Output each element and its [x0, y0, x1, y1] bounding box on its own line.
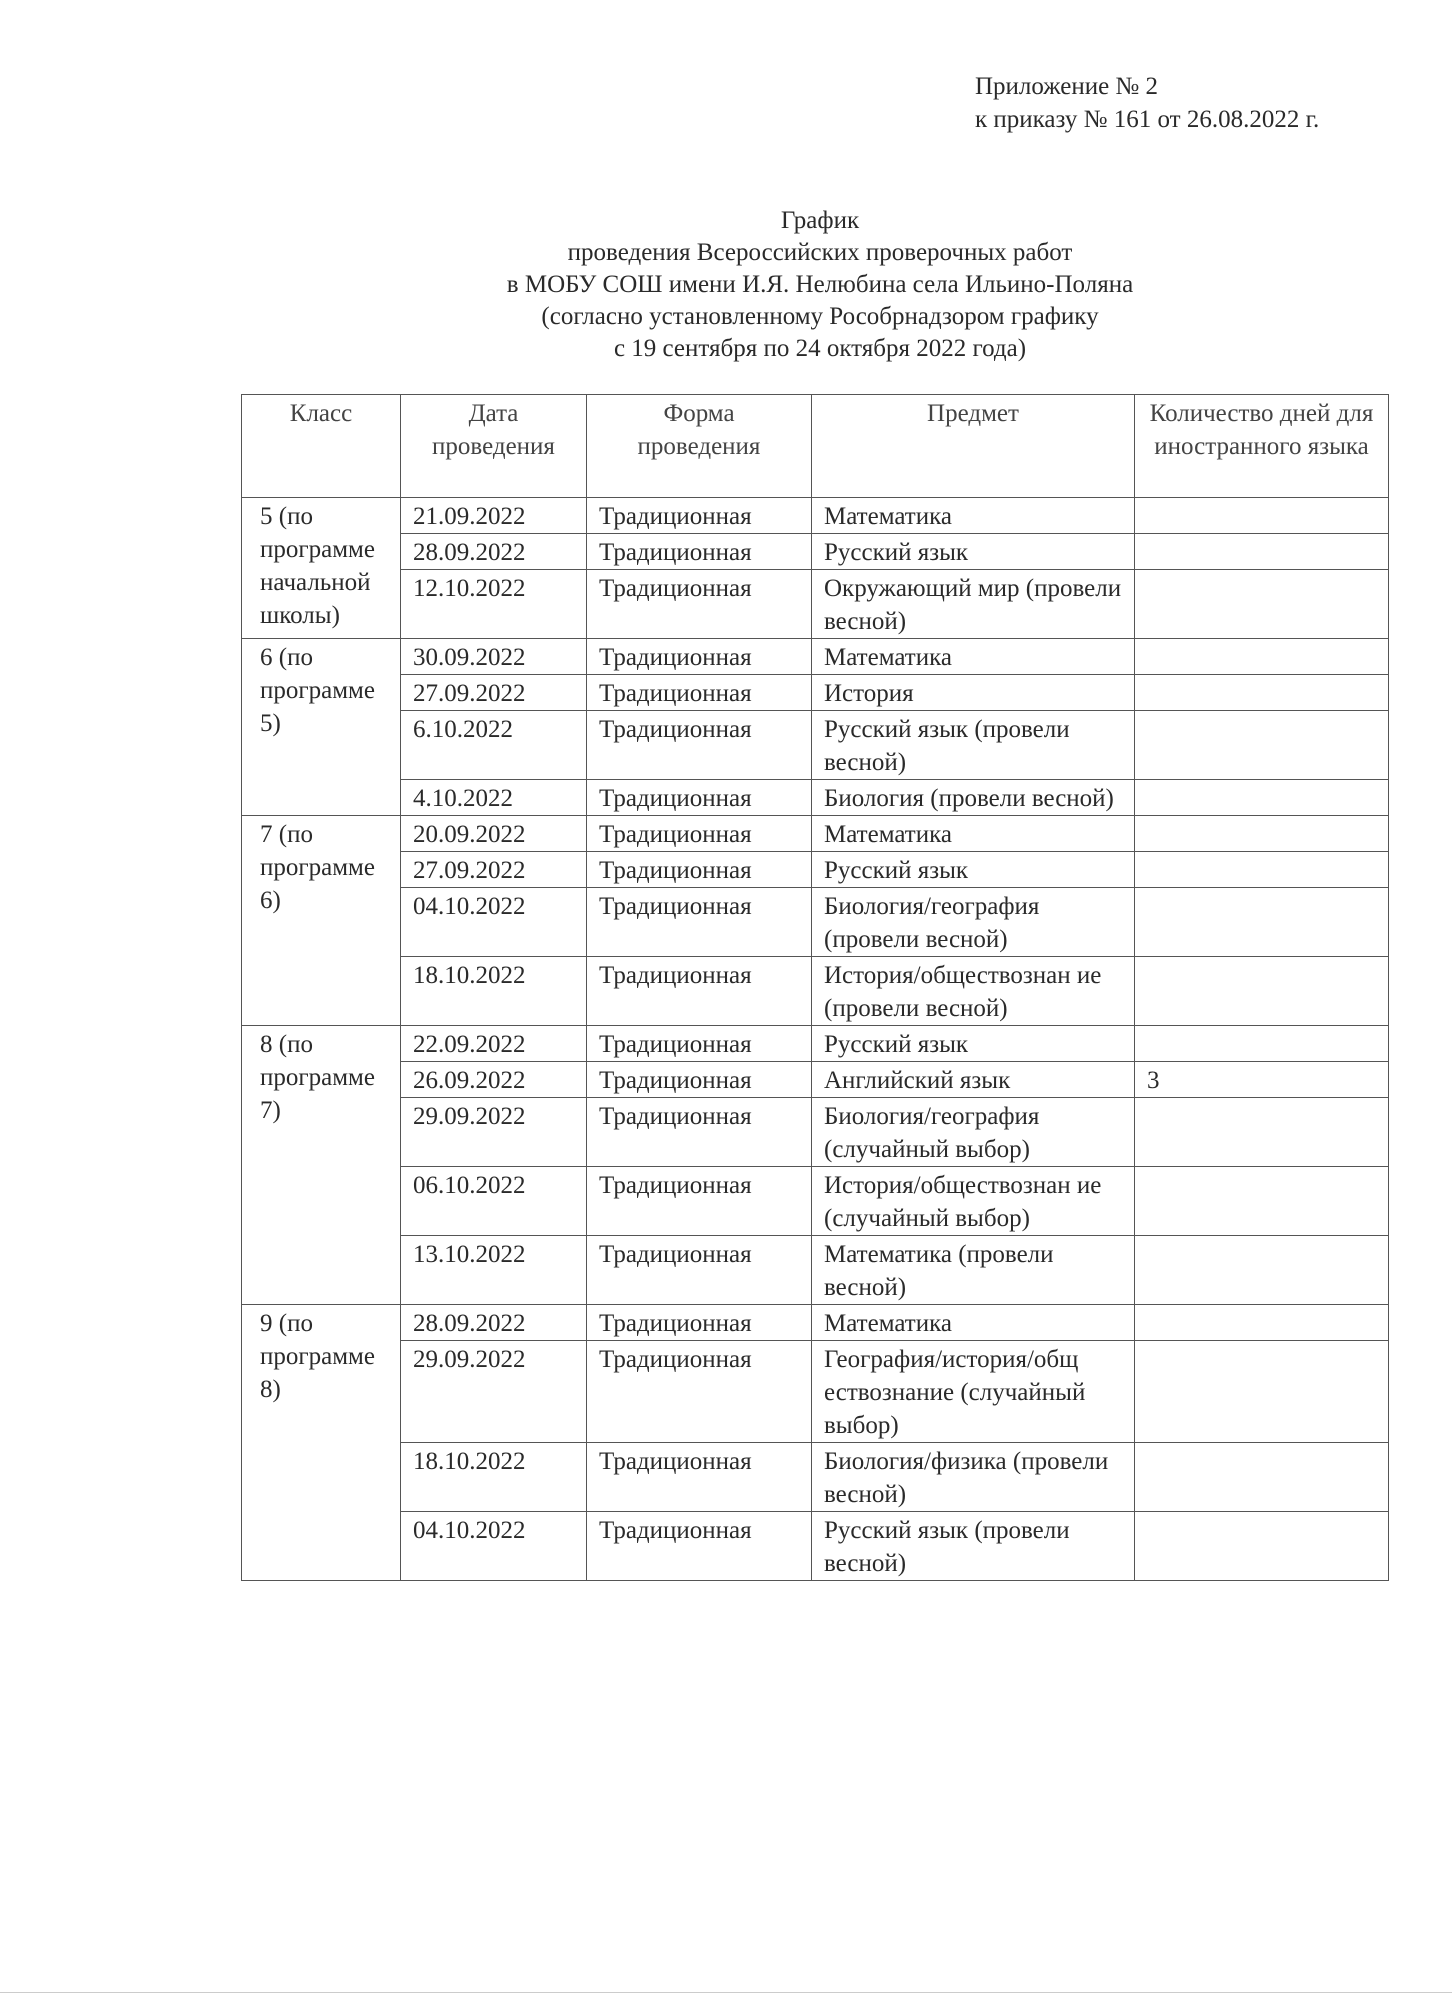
days-cell: [1135, 1305, 1389, 1341]
title-line: в МОБУ СОШ имени И.Я. Нелюбина села Ильино-Поляна: [506, 271, 1134, 298]
date-cell: 4.10.2022: [401, 780, 587, 816]
table-row: [242, 570, 1389, 639]
date-cell: 27.09.2022: [401, 852, 587, 888]
date-cell: 06.10.2022: [401, 1167, 587, 1236]
form-cell: Традиционная: [587, 711, 812, 780]
table-row: [242, 1443, 1389, 1512]
date-cell: 28.09.2022: [401, 534, 587, 570]
date-cell: 13.10.2022: [401, 1236, 587, 1305]
table-row: [242, 639, 1389, 675]
days-cell: [1135, 780, 1389, 816]
table-header-row: [242, 395, 1389, 498]
days-cell: [1135, 1443, 1389, 1512]
form-cell: Традиционная: [587, 816, 812, 852]
table-row: [242, 1305, 1389, 1341]
table-row: [242, 675, 1389, 711]
date-cell: 18.10.2022: [401, 957, 587, 1026]
form-cell: Традиционная: [587, 1443, 812, 1512]
column-header: Количество дней для иностранного языка: [1135, 395, 1389, 498]
subject-cell: Математика: [812, 1305, 1135, 1341]
subject-cell: Математика (провели весной): [812, 1236, 1135, 1305]
table-row: [242, 888, 1389, 957]
days-cell: [1135, 1098, 1389, 1167]
subject-cell: История/обществознан ие (провели весной): [812, 957, 1135, 1026]
class-cell: 6 (по программе 5): [242, 639, 401, 816]
form-cell: Традиционная: [587, 498, 812, 534]
subject-cell: Русский язык: [812, 852, 1135, 888]
column-header: Форма проведения: [587, 395, 812, 498]
form-cell: Традиционная: [587, 888, 812, 957]
table-row: [242, 1098, 1389, 1167]
days-cell: [1135, 957, 1389, 1026]
form-cell: Традиционная: [587, 1512, 812, 1581]
subject-cell: Биология/география (случайный выбор): [812, 1098, 1135, 1167]
date-cell: 28.09.2022: [401, 1305, 587, 1341]
date-cell: 21.09.2022: [401, 498, 587, 534]
days-cell: [1135, 1341, 1389, 1443]
days-cell: [1135, 570, 1389, 639]
days-cell: [1135, 1236, 1389, 1305]
column-header: Предмет: [812, 395, 1135, 498]
days-cell: [1135, 852, 1389, 888]
form-cell: Традиционная: [587, 675, 812, 711]
order-reference: к приказу № 161 от 26.08.2022 г.: [975, 106, 1320, 133]
form-cell: Традиционная: [587, 639, 812, 675]
days-cell: [1135, 888, 1389, 957]
table-row: [242, 1062, 1389, 1098]
document-title: [300, 205, 1340, 365]
subject-cell: История: [812, 675, 1135, 711]
date-cell: 22.09.2022: [401, 1026, 587, 1062]
form-cell: Традиционная: [587, 780, 812, 816]
days-cell: [1135, 675, 1389, 711]
date-cell: 29.09.2022: [401, 1341, 587, 1443]
column-header: Класс: [242, 395, 401, 498]
date-cell: 6.10.2022: [401, 711, 587, 780]
date-cell: 18.10.2022: [401, 1443, 587, 1512]
subject-cell: Русский язык (провели весной): [812, 1512, 1135, 1581]
subject-cell: Английский язык: [812, 1062, 1135, 1098]
form-cell: Традиционная: [587, 852, 812, 888]
subject-cell: Математика: [812, 498, 1135, 534]
table-row: [242, 1167, 1389, 1236]
table-row: [242, 816, 1389, 852]
form-cell: Традиционная: [587, 534, 812, 570]
table-row: [242, 957, 1389, 1026]
title-line: (согласно установленному Рособрнадзором графику: [541, 303, 1099, 330]
schedule-table: [241, 394, 1389, 1581]
subject-cell: Русский язык: [812, 1026, 1135, 1062]
date-cell: 29.09.2022: [401, 1098, 587, 1167]
date-cell: 20.09.2022: [401, 816, 587, 852]
form-cell: Традиционная: [587, 1026, 812, 1062]
days-cell: [1135, 816, 1389, 852]
days-cell: [1135, 1167, 1389, 1236]
date-cell: 12.10.2022: [401, 570, 587, 639]
appendix-number: Приложение № 2: [975, 73, 1159, 100]
table-row: [242, 1236, 1389, 1305]
class-cell: 8 (по программе 7): [242, 1026, 401, 1305]
class-cell: 7 (по программе 6): [242, 816, 401, 1026]
table-row: [242, 780, 1389, 816]
table-row: [242, 1512, 1389, 1581]
column-header: Дата проведения: [401, 395, 587, 498]
subject-cell: География/история/общ ествознание (случайный выбор): [812, 1341, 1135, 1443]
subject-cell: Русский язык: [812, 534, 1135, 570]
form-cell: Традиционная: [587, 1098, 812, 1167]
form-cell: Традиционная: [587, 1167, 812, 1236]
title-line: проведения Всероссийских проверочных работ: [567, 239, 1073, 266]
form-cell: Традиционная: [587, 1236, 812, 1305]
title-line: с 19 сентября по 24 октября 2022 года): [613, 335, 1027, 362]
form-cell: Традиционная: [587, 1062, 812, 1098]
table-row: [242, 1341, 1389, 1443]
page-edge: [0, 1992, 1452, 1993]
table-row: [242, 711, 1389, 780]
subject-cell: История/обществознан ие (случайный выбор): [812, 1167, 1135, 1236]
date-cell: 27.09.2022: [401, 675, 587, 711]
appendix-reference: [975, 70, 1319, 136]
form-cell: Традиционная: [587, 957, 812, 1026]
subject-cell: Окружающий мир (провели весной): [812, 570, 1135, 639]
days-cell: [1135, 498, 1389, 534]
subject-cell: Биология/физика (провели весной): [812, 1443, 1135, 1512]
subject-cell: Математика: [812, 816, 1135, 852]
days-cell: [1135, 711, 1389, 780]
form-cell: Традиционная: [587, 1305, 812, 1341]
class-cell: 9 (по программе 8): [242, 1305, 401, 1581]
date-cell: 26.09.2022: [401, 1062, 587, 1098]
subject-cell: Математика: [812, 639, 1135, 675]
date-cell: 04.10.2022: [401, 1512, 587, 1581]
table-row: [242, 852, 1389, 888]
date-cell: 30.09.2022: [401, 639, 587, 675]
table-row: [242, 498, 1389, 534]
days-cell: [1135, 534, 1389, 570]
days-cell: [1135, 1026, 1389, 1062]
days-cell: [1135, 639, 1389, 675]
form-cell: Традиционная: [587, 570, 812, 639]
days-cell: 3: [1135, 1062, 1389, 1098]
subject-cell: Русский язык (провели весной): [812, 711, 1135, 780]
days-cell: [1135, 1512, 1389, 1581]
table-row: [242, 1026, 1389, 1062]
subject-cell: Биология (провели весной): [812, 780, 1135, 816]
title-line: График: [780, 207, 860, 234]
table-row: [242, 534, 1389, 570]
subject-cell: Биология/география (провели весной): [812, 888, 1135, 957]
form-cell: Традиционная: [587, 1341, 812, 1443]
date-cell: 04.10.2022: [401, 888, 587, 957]
class-cell: 5 (по программе начальной школы): [242, 498, 401, 639]
